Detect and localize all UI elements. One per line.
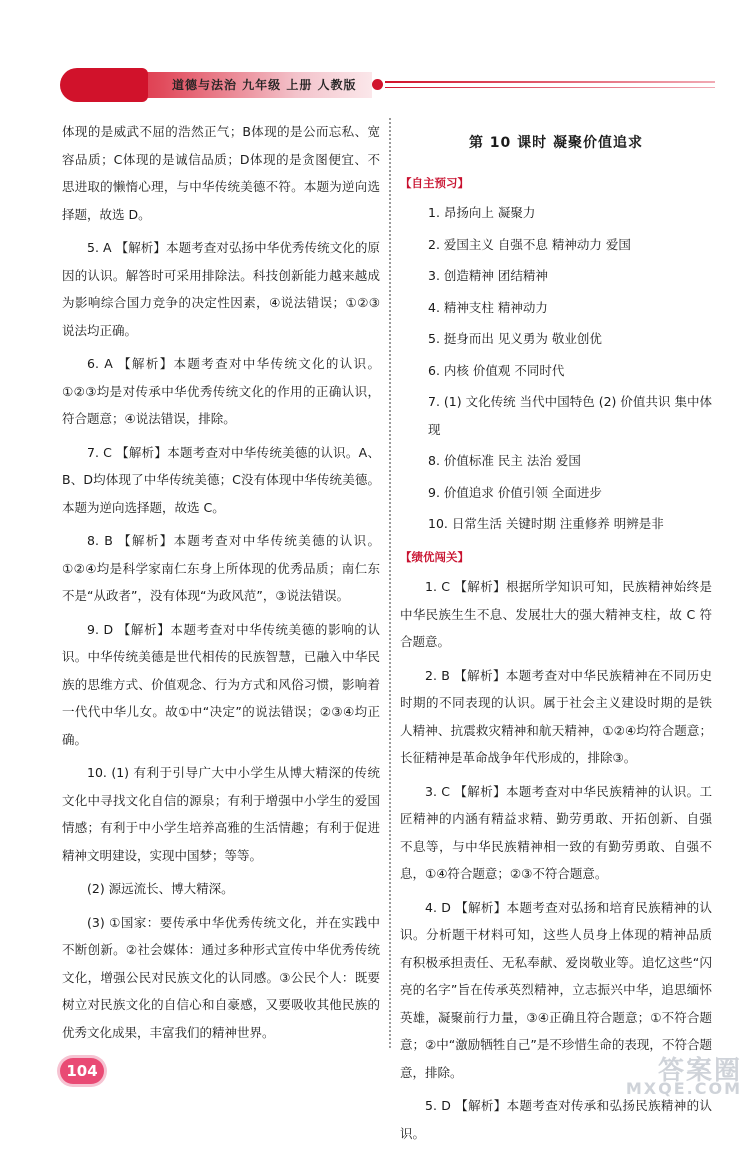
- preview-item: 8. 价值标准 民主 法治 爱国: [428, 453, 581, 468]
- preview-item: 2. 爱国主义 自强不息 精神动力 爱国: [428, 236, 631, 252]
- page-number-badge: 104: [60, 1058, 104, 1084]
- answer-paragraph: 8. B 【解析】本题考查对中华传统美德的认识。①②④均是科学家南仁东身上所体现的优秀品质；南仁东不是“从政者”，没有体现“为政风范”，③说法错误。: [62, 533, 380, 603]
- watermark-logo: 答案圈: [657, 1056, 742, 1086]
- column-divider: [389, 118, 391, 1048]
- answer-paragraph: 10. (1) 有利于引导广大中小学生从博大精深的传统文化中寻找文化自信的源泉；有利于增强中小学生的爱国情感；有利于中小学生培养高雅的生活情趣；有利于促进精神文明建设，实现中国梦；等等。: [62, 765, 380, 863]
- answer-paragraph: 7. C 【解析】本题考查对中华传统美德的认识。A、B、D均体现了中华传统美德；C没有体现中华传统美德。本题为逆向选择题，故选 C。: [62, 444, 380, 515]
- preview-section-label: 【自主预习】: [400, 175, 469, 190]
- left-column: [62, 118, 380, 1052]
- preview-item: 5. 挺身而出 见义勇为 敬业创优: [428, 331, 602, 346]
- preview-item: 6. 内核 价值观 不同时代: [428, 362, 565, 378]
- page-header: [60, 66, 720, 108]
- preview-item: 3. 创造精神 团结精神: [428, 268, 548, 283]
- answer-paragraph: (3) ①国家：要传承中华优秀传统文化，并在实践中不断创新。②社会媒体：通过多种形式宣传中华优秀传统文化，增强公民对民族文化的认同感。③公民个人：既要树立对民族文化的自信心和自豪感，又要吸收其他民族的优秀文化成果，丰富我们的精神世界。: [62, 914, 380, 1040]
- watermark: [572, 1050, 742, 1100]
- preview-item: 1. 昂扬向上 凝聚力: [428, 205, 536, 220]
- answer-paragraph: 5. A 【解析】本题考查对弘扬中华优秀传统文化的原因的认识。解答时可采用排除法。科技创新能力越来越成为影响综合国力竞争的决定性因素，④说法错误；①②③说法均正确。: [62, 240, 380, 338]
- header-dot-icon: [372, 79, 383, 90]
- header-rule: [385, 81, 715, 83]
- practice-answer: 5. D 【解析】本题考查对传承和弘扬民族精神的认识。: [400, 1098, 712, 1141]
- answer-paragraph: 9. D 【解析】本题考查对中华传统美德的影响的认识。中华传统美德是世代相传的民族智慧，已融入中华民族的思维方式、价值观念、行为方式和风俗习惯，影响着一代代中华儿女。故①中“决定”的说法错误；②③④均正确。: [62, 621, 380, 747]
- answer-paragraph: 6. A 【解析】本题考查对中华传统文化的认识。①②③均是对传承中华优秀传统文化的作用的正确认识，符合题意；④说法错误，排除。: [62, 356, 380, 426]
- lesson-title: 第 10 课时 凝聚价值追求: [468, 135, 644, 151]
- preview-item: 4. 精神支柱 精神动力: [428, 299, 548, 315]
- practice-section-label: 【绩优闯关】: [400, 549, 469, 564]
- preview-item: 7. (1) 文化传统 当代中国特色 (2) 价值共识 集中体现: [428, 394, 712, 437]
- answer-paragraph: (2) 源远流长、博大精深。: [87, 881, 234, 896]
- preview-item: 9. 价值追求 价值引领 全面进步: [428, 484, 602, 500]
- practice-answer: 3. C 【解析】本题考查对中华民族精神的认识。工匠精神的内涵有精益求精、勤劳勇敢、开拓创新、自强不息等，与中华民族精神相一致的有勤劳勇敢、自强不息，①④符合题意；②③不符合题意。: [400, 783, 712, 881]
- preview-item: 10. 日常生活 关键时期 注重修养 明辨是非: [428, 516, 664, 531]
- header-rule-thin: [385, 87, 715, 88]
- answer-paragraph: 体现的是威武不屈的浩然正气；B体现的是公而忘私、宽容品质；C体现的是诚信品质；D体现的是贪图便宜、不思进取的懒惰心理，与中华传统美德不符。本题为逆向选择题，故选 D。: [62, 124, 380, 222]
- watermark-site: MXQE.COM: [625, 1079, 742, 1098]
- practice-answer: 1. C 【解析】根据所学知识可知，民族精神始终是中华民族生生不息、发展壮大的强大精神支柱，故 C 符合题意。: [400, 579, 712, 649]
- right-column: [400, 118, 712, 1153]
- header-red-tab: [60, 68, 148, 102]
- practice-answer: 4. D 【解析】本题考查对弘扬和培育民族精神的认识。分析题干材料可知，这些人员身上体现的精神品质有积极承担责任、无私奉献、爱岗敬业等。追忆这些“闪亮的名字”旨在传承英烈精神，立志振兴中华，追思缅怀英雄，凝聚前行力量，③④正确且符合题意；①不符合题意；②中“激励牺牲自己”是不珍惜生命的表现，不符合题意，排除。: [400, 899, 712, 1080]
- practice-answer: 2. B 【解析】本题考查对中华民族精神在不同历史时期的不同表现的认识。属于社会主义建设时期的是铁人精神、抗震救灾精神和航天精神，①②④均符合题意；长征精神是革命战争年代形成的，排除③。: [400, 667, 712, 765]
- header-title: 道德与法治 九年级 上册 人教版: [172, 78, 357, 92]
